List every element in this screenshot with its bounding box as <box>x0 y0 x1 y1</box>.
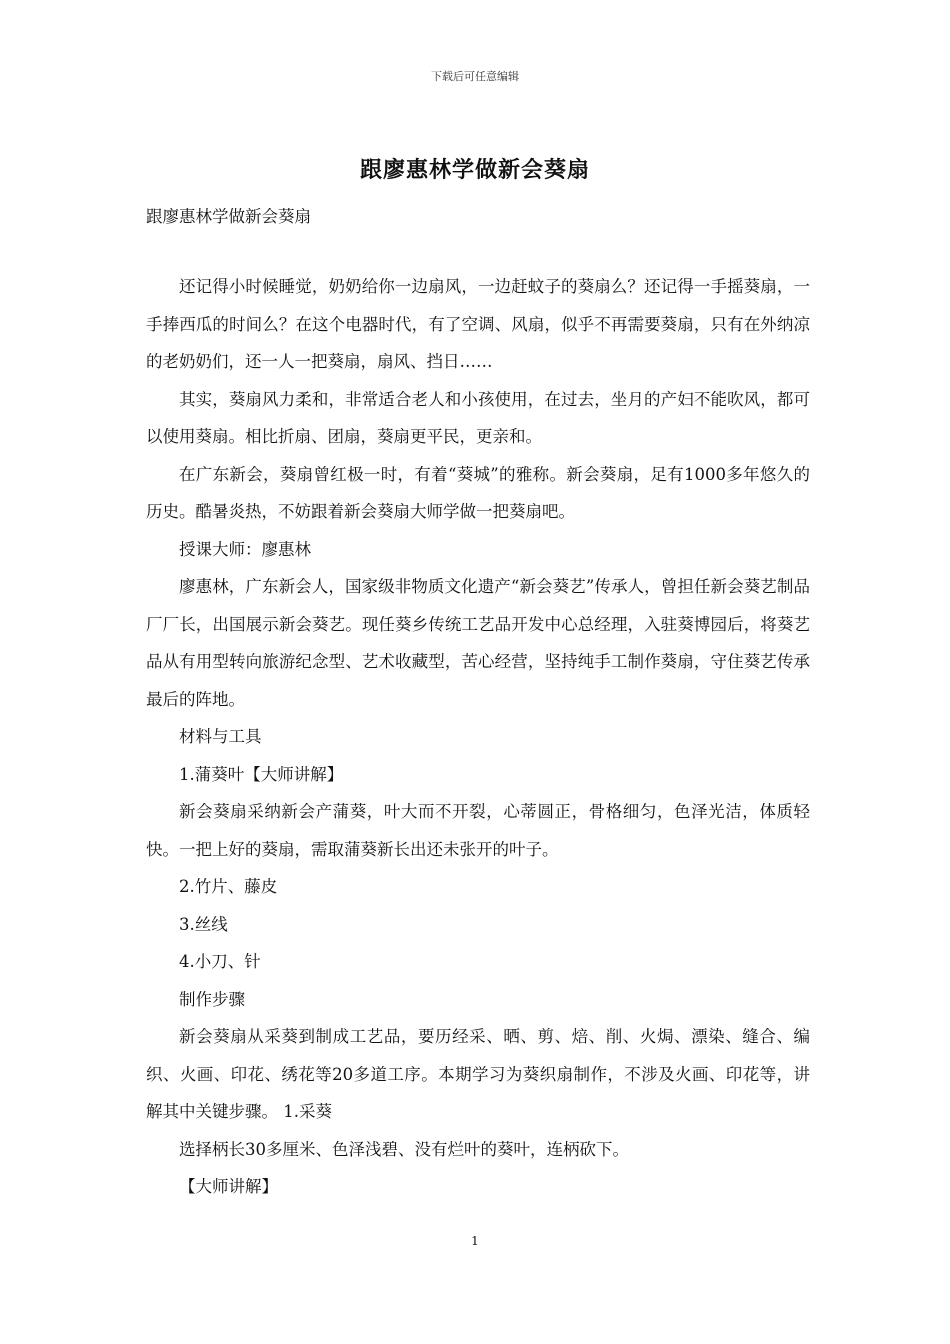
list-item: 2.竹片、藤皮 <box>179 877 278 896</box>
paragraph: 其实，葵扇风力柔和，非常适合老人和小孩使用，在过去，坐月的产妇不能吹风，都可以使用葵扇。相比折扇、团扇，葵扇更平民，更亲和。 <box>146 389 810 446</box>
paragraph: 选择柄长30多厘米、色泽浅碧、没有烂叶的葵叶，连柄砍下。 <box>179 1139 629 1159</box>
paragraph: 授课大师：廖惠林 <box>179 539 311 559</box>
paragraph: 廖惠林，广东新会人，国家级非物质文化遗产“新会葵艺”传承人，曾担任新会葵艺制品厂厂长，出国展示新会葵艺。现任葵乡传统工艺品开发中心总经理，入驻葵博园后，将葵艺品从有用型转向旅游纪念型、艺术收藏型，苦心经营，坚持纯手工制作葵扇，守住葵艺传承最后的阵地。 <box>146 577 810 709</box>
section-heading: 材料与工具 <box>179 727 262 746</box>
page-number: 1 <box>471 1234 479 1248</box>
list-item: 3.丝线 <box>179 914 228 934</box>
document-title: 跟廖惠林学做新会葵扇 <box>359 157 590 183</box>
paragraph: 在广东新会，葵扇曾红极一时，有着“葵城”的雅称。新会葵扇，足有1000多年悠久的历史。酷暑炎热，不妨跟着新会葵扇大师学做一把葵扇吧。 <box>146 464 810 521</box>
paragraph: 新会葵扇从采葵到制成工艺品，要历经采、晒、剪、焙、削、火焗、漂染、缝合、编织、火画、印花、绣花等20多道工序。本期学习为葵织扇制作，不涉及火画、印花等，讲解其中关键步骤。 1.采葵 <box>146 1027 810 1121</box>
list-item: 1.蒲葵叶【大师讲解】 <box>179 764 344 784</box>
list-item: 4.小刀、针 <box>179 952 261 971</box>
paragraph: 还记得小时候睡觉，奶奶给你一边扇风，一边赶蚊子的葵扇么？还记得一手摇葵扇，一手捧西瓜的时间么？在这个电器时代，有了空调、风扇，似乎不再需要葵扇，只有在外纳凉的老奶奶们，还一人一把葵扇，扇风、挡日…… <box>146 277 810 371</box>
document-body <box>146 268 810 1206</box>
header-note: 下载后可任意编辑 <box>431 70 519 83</box>
section-heading: 制作步骤 <box>179 989 245 1009</box>
document-subtitle: 跟廖惠林学做新会葵扇 <box>146 207 311 226</box>
paragraph: 新会葵扇采纳新会产蒲葵，叶大而不开裂，心蒂圆正，骨格细匀，色泽光洁，体质轻快。一把上好的葵扇，需取蒲葵新长出还未张开的叶子。 <box>146 802 810 859</box>
paragraph: 【大师讲解】 <box>179 1177 278 1196</box>
